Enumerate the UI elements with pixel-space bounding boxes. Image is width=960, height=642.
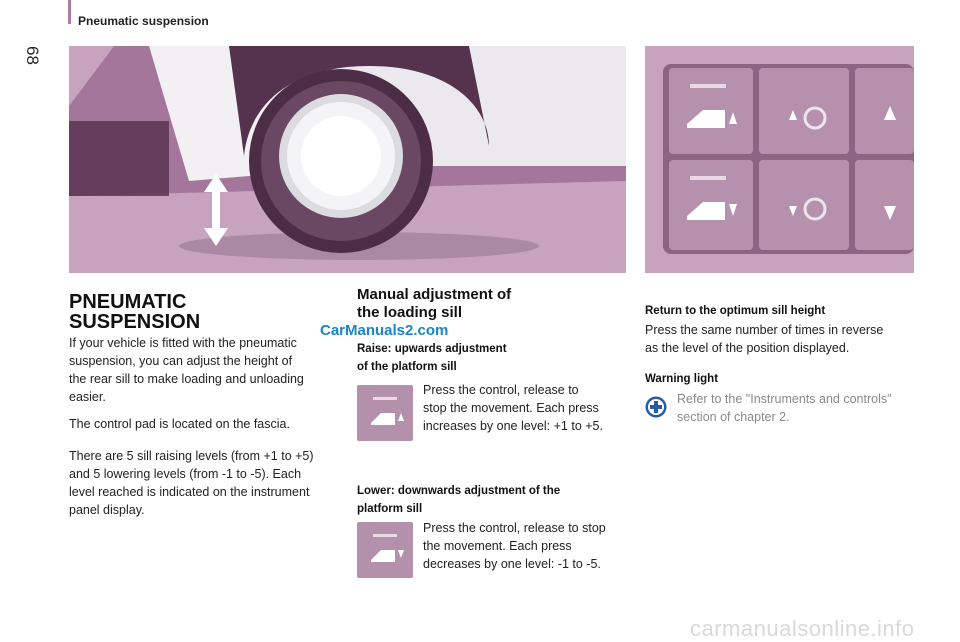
text-line: panel display.: [69, 503, 145, 517]
manual-adjustment-title: [357, 286, 511, 322]
text-line: suspension, you can adjust the height of: [69, 354, 293, 368]
watermark-link[interactable]: CarManuals2.com: [320, 322, 449, 339]
header-accent-bar: [68, 0, 71, 24]
raise-vehicle-icon: [357, 385, 413, 441]
lower-description: [423, 519, 606, 573]
text-line: Press the control, release to stop: [423, 521, 606, 535]
intro-paragraph-3: [69, 447, 314, 519]
raise-heading: [357, 340, 507, 376]
text-line: level reached is indicated on the instrument: [69, 485, 310, 499]
main-title-line1: PNEUMATIC: [69, 291, 187, 313]
intro-paragraph-1: [69, 334, 304, 406]
manual-title-line1: Manual adjustment of: [357, 286, 512, 303]
main-title-line2: SUSPENSION: [69, 311, 201, 333]
text-line: There are 5 sill raising levels (from +1 to +5): [69, 449, 314, 463]
main-title: [69, 292, 200, 332]
plus-info-icon: [645, 396, 667, 418]
text-line: as the level of the position displayed.: [645, 341, 850, 355]
warning-description: [677, 390, 892, 426]
control-pad-illustration: [645, 46, 914, 273]
lower-control-button: [357, 522, 413, 578]
return-description: [645, 321, 883, 357]
text-line: easier.: [69, 390, 106, 404]
page-number-text: 68: [23, 46, 42, 65]
wheel-illustration: [69, 46, 626, 273]
text-line: Refer to the "Instruments and controls": [677, 392, 892, 406]
raise-heading-line2: of the platform sill: [357, 361, 457, 373]
control-pad-svg: [645, 46, 914, 273]
warning-heading: Warning light: [645, 373, 719, 385]
text-line: Press the same number of times in reverse: [645, 323, 884, 337]
return-heading: Return to the optimum sill height: [645, 305, 826, 317]
raise-heading-line1: Raise: upwards adjustment: [357, 343, 507, 355]
text-line: the movement. Each press: [423, 539, 572, 553]
lower-heading: [357, 482, 560, 518]
page-number: [22, 46, 42, 65]
text-line: Press the control, release to: [423, 383, 579, 397]
lower-vehicle-icon: [357, 522, 413, 578]
text-line: and 5 lowering levels (from -1 to -5). Each: [69, 467, 302, 481]
raise-control-button: [357, 385, 413, 441]
section-title: Pneumatic suspension: [78, 14, 209, 28]
text-line: increases by one level: +1 to +5.: [423, 419, 603, 433]
text-line: decreases by one level: -1 to -5.: [423, 557, 601, 571]
text-line: If your vehicle is fitted with the pneumatic: [69, 336, 297, 350]
text-line: the rear sill to make loading and unloading: [69, 372, 304, 386]
up-down-arrow-icon: [201, 174, 231, 246]
text-line: stop the movement. Each press: [423, 401, 599, 415]
intro-paragraph-2: The control pad is located on the fascia.: [69, 417, 290, 431]
lower-heading-line2: platform sill: [357, 503, 423, 515]
raise-description: [423, 381, 603, 435]
lower-heading-line1: Lower: downwards adjustment of the: [357, 485, 561, 497]
manual-title-line2: the loading sill: [357, 304, 463, 321]
footer-site-watermark: carmanualsonline.info: [690, 616, 915, 641]
text-line: section of chapter 2.: [677, 410, 790, 424]
wheel-illustration-svg: [69, 46, 626, 273]
